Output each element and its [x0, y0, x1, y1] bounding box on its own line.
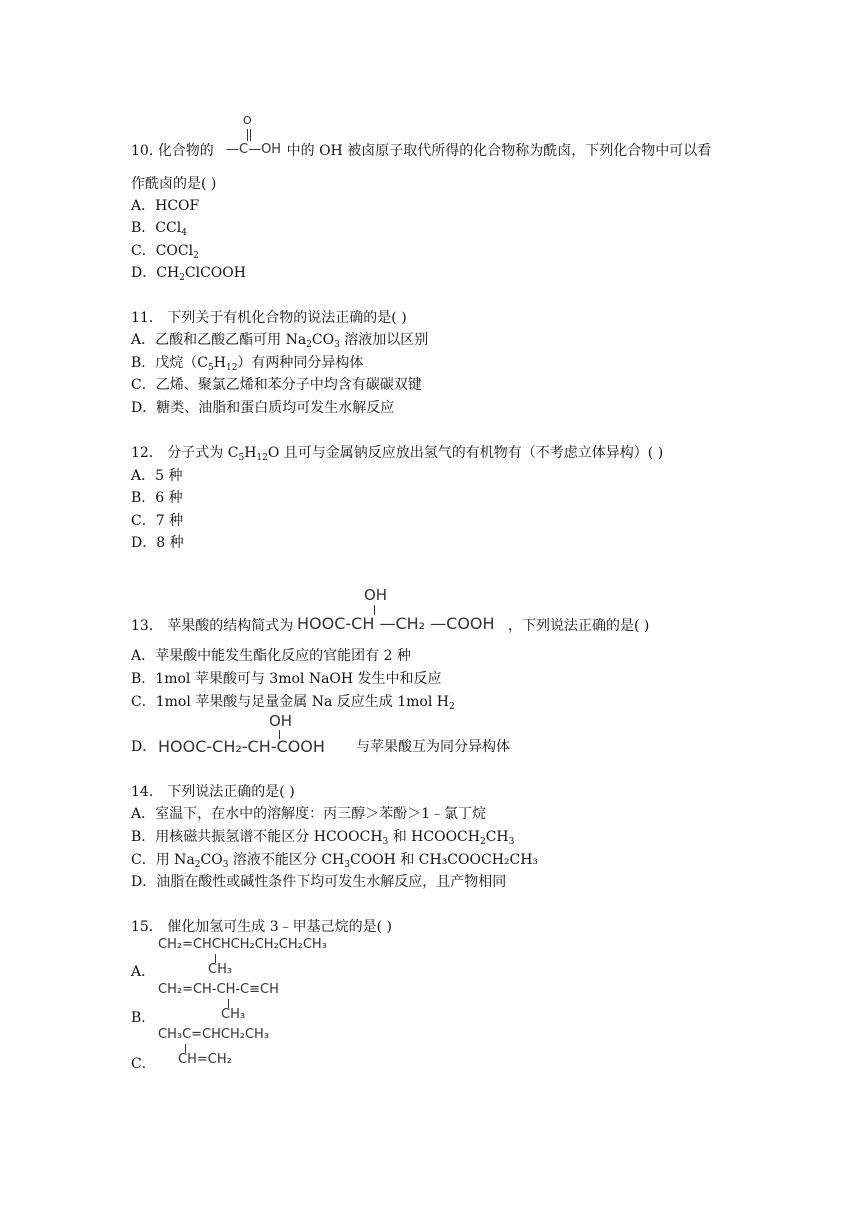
- option-letter: D．: [131, 400, 157, 416]
- q12-option-c[interactable]: [131, 511, 183, 531]
- q14-option-d[interactable]: [131, 872, 506, 892]
- option-text: HCOF: [155, 198, 200, 214]
- option-text: 乙烯、聚氯乙烯和苯分子中均含有碳碳双键: [155, 377, 422, 393]
- option-letter: A．: [131, 198, 156, 214]
- q13-stem: [131, 616, 293, 636]
- option-text: 糖类、油脂和蛋白质均可发生水解反应: [156, 400, 395, 416]
- q13-number: 13．: [131, 618, 163, 634]
- option-text: CO: [200, 852, 223, 868]
- option-text: 1mol 苹果酸可与 3mol NaOH 发生中和反应: [155, 671, 442, 687]
- option-text: H: [213, 355, 226, 371]
- struct-oh: OH: [364, 586, 388, 604]
- q12-option-b[interactable]: [131, 488, 183, 508]
- q13-isomer-structure: [158, 712, 358, 758]
- q11-number: 11．: [131, 310, 163, 326]
- q14-number: 14．: [131, 784, 163, 800]
- q12-option-a[interactable]: [131, 466, 182, 486]
- option-letter: A．: [131, 332, 156, 348]
- subscript: 5: [238, 453, 245, 463]
- option-text: CCl: [155, 220, 182, 236]
- q10-struct-double-bond-2: [250, 129, 251, 141]
- option-text: 8 种: [156, 535, 184, 551]
- subscript: 12: [256, 453, 268, 463]
- option-text: 1mol 苹果酸与足量金属 Na 反应生成 1mol H: [155, 694, 449, 710]
- q13-option-d[interactable]: [131, 737, 156, 757]
- option-letter: D．: [131, 265, 157, 281]
- subscript: 2: [306, 340, 312, 350]
- q11-option-c[interactable]: [131, 375, 422, 395]
- q11-stem: [131, 308, 407, 328]
- q15-option-c-structure: [158, 1027, 308, 1071]
- q10-text-b: 中的 OH 被卤原子取代所得的化合物称为酰卤，下列化合物中可以看: [286, 143, 712, 159]
- q15-option-b-structure: [158, 982, 308, 1026]
- struct-branch: CH₃: [208, 962, 233, 977]
- struct-main-chain: CH₃C=CHCH₂CH₃: [158, 1027, 270, 1042]
- option-text: CH: [156, 265, 180, 281]
- subscript: 12: [225, 363, 238, 373]
- q13-option-c[interactable]: [131, 692, 455, 712]
- option-letter: D．: [131, 535, 157, 551]
- option-letter: A．: [131, 964, 156, 980]
- q12-text: O 且可与金属钠反应放出氢气的有机物有（不考虑立体异构）( ): [267, 445, 664, 461]
- struct-main-chain: HOOC-CH₂-CH-COOH: [158, 737, 325, 756]
- option-letter: B．: [131, 490, 156, 506]
- subscript: 2: [193, 251, 199, 261]
- q10-option-d[interactable]: [131, 263, 246, 283]
- q13-malic-acid-structure: [297, 586, 512, 636]
- q10-carbonyl-structure: [226, 114, 286, 158]
- option-letter: D．: [131, 874, 157, 890]
- q10-option-a[interactable]: [131, 196, 199, 216]
- subscript: 3: [222, 860, 229, 870]
- q15-stem: [131, 917, 392, 937]
- option-text: 和 HCOOCH: [388, 829, 480, 845]
- option-letter: C．: [131, 1056, 156, 1072]
- q12-text: H: [244, 445, 257, 461]
- q11-option-b[interactable]: [131, 353, 363, 373]
- q15-number: 15．: [131, 919, 163, 935]
- option-text: ）有两种同分异构体: [237, 355, 364, 371]
- subscript: 4: [181, 228, 187, 238]
- q15-text: 催化加氢可生成 3﹣甲基己烷的是( ): [167, 919, 393, 935]
- option-text: 油脂在酸性或碱性条件下均可发生水解反应，且产物相同: [156, 874, 507, 890]
- q13-option-a[interactable]: [131, 646, 411, 666]
- subscript: 2: [179, 273, 185, 283]
- struct-branch: CH₃: [221, 1007, 246, 1022]
- option-text: 7 种: [155, 513, 184, 529]
- option-letter: A．: [131, 648, 156, 664]
- option-letter: C．: [131, 852, 156, 868]
- q12-stem: [131, 443, 663, 463]
- option-text: 溶液不能区分 CH: [228, 852, 345, 868]
- q13-text-a: 苹果酸的结构简式为: [167, 618, 294, 634]
- q11-text: 下列关于有机化合物的说法正确的是( ): [167, 310, 407, 326]
- option-text: CH: [485, 829, 509, 845]
- q10-struct-chain: —C—OH: [226, 142, 282, 157]
- option-letter: D．: [131, 739, 157, 755]
- q15-option-b[interactable]: [131, 1008, 155, 1028]
- q13-option-d-text: 与苹果酸互为同分异构体: [356, 739, 510, 755]
- option-letter: B．: [131, 1010, 156, 1026]
- option-letter: B．: [131, 220, 156, 236]
- option-text: 5 种: [155, 468, 183, 484]
- struct-main-chain: CH₂=CHCHCH₂CH₂CH₂CH₃: [158, 937, 327, 952]
- q14-option-c[interactable]: [131, 850, 538, 870]
- q10-text-a: 化合物的: [157, 143, 214, 159]
- option-text: 6 种: [155, 490, 183, 506]
- q10-line-1: [131, 141, 711, 161]
- q10-struct-oxygen: O: [243, 114, 252, 127]
- q12-option-d[interactable]: [131, 533, 184, 553]
- option-text: 室温下，在水中的溶解度：丙三醇＞苯酚＞1﹣氯丁烷: [155, 806, 487, 822]
- struct-main-chain: HOOC-CH —CH₂ —COOH: [297, 614, 495, 633]
- q12-number: 12．: [131, 445, 163, 461]
- subscript: 3: [344, 860, 350, 870]
- q10-line-2: 作酰卤的是( ): [131, 176, 217, 192]
- option-text: COOH 和 CH₃COOCH₂CH₃: [350, 852, 539, 868]
- option-text: 溶液加以区别: [339, 332, 429, 348]
- option-text: 用 Na: [155, 852, 195, 868]
- q10-option-b[interactable]: [131, 218, 187, 238]
- q15-option-a[interactable]: [131, 962, 155, 982]
- q10-option-c[interactable]: [131, 241, 199, 261]
- subscript: 3: [334, 340, 340, 350]
- q10-struct-double-bond: [247, 129, 248, 141]
- option-letter: A．: [131, 468, 156, 484]
- q14-text: 下列说法正确的是( ): [167, 784, 295, 800]
- option-letter: C．: [131, 513, 156, 529]
- option-letter: C．: [131, 377, 156, 393]
- subscript: 2: [194, 860, 201, 870]
- subscript: 3: [382, 837, 389, 847]
- q14-stem: [131, 782, 295, 802]
- option-text: 乙酸和乙酸乙酯可用 Na: [155, 332, 307, 348]
- option-text: 戊烷（C: [155, 355, 209, 371]
- subscript: 2: [448, 702, 455, 712]
- option-letter: A．: [131, 806, 156, 822]
- q11-option-a[interactable]: [131, 330, 428, 350]
- q14-option-b[interactable]: [131, 827, 514, 847]
- option-text: CO: [311, 332, 335, 348]
- struct-oh: OH: [269, 712, 293, 730]
- option-letter: C．: [131, 243, 156, 259]
- struct-main-chain: CH₂=CH-CH-C≡CH: [158, 982, 279, 997]
- option-text: ClCOOH: [184, 265, 246, 281]
- q12-text: 分子式为 C: [167, 445, 239, 461]
- option-text: 用核磁共振氢谱不能区分 HCOOCH: [155, 829, 383, 845]
- option-letter: C．: [131, 694, 156, 710]
- option-letter: B．: [131, 829, 156, 845]
- q11-option-d[interactable]: [131, 398, 394, 418]
- q10-number: 10.: [131, 143, 154, 159]
- option-text: 苹果酸中能发生酯化反应的官能团有 2 种: [155, 648, 411, 664]
- subscript: 2: [479, 837, 486, 847]
- struct-branch: CH=CH₂: [178, 1052, 232, 1067]
- option-text: COCl: [155, 243, 194, 259]
- q13-option-b[interactable]: [131, 669, 442, 689]
- option-letter: B．: [131, 671, 156, 687]
- option-letter: B．: [131, 355, 156, 371]
- subscript: 3: [508, 837, 515, 847]
- q14-option-a[interactable]: [131, 804, 486, 824]
- subscript: 5: [208, 363, 214, 373]
- q15-option-c[interactable]: [131, 1054, 156, 1074]
- q13-stem-tail: ，下列说法正确的是( ): [508, 618, 650, 634]
- q15-option-a-structure: [158, 937, 358, 981]
